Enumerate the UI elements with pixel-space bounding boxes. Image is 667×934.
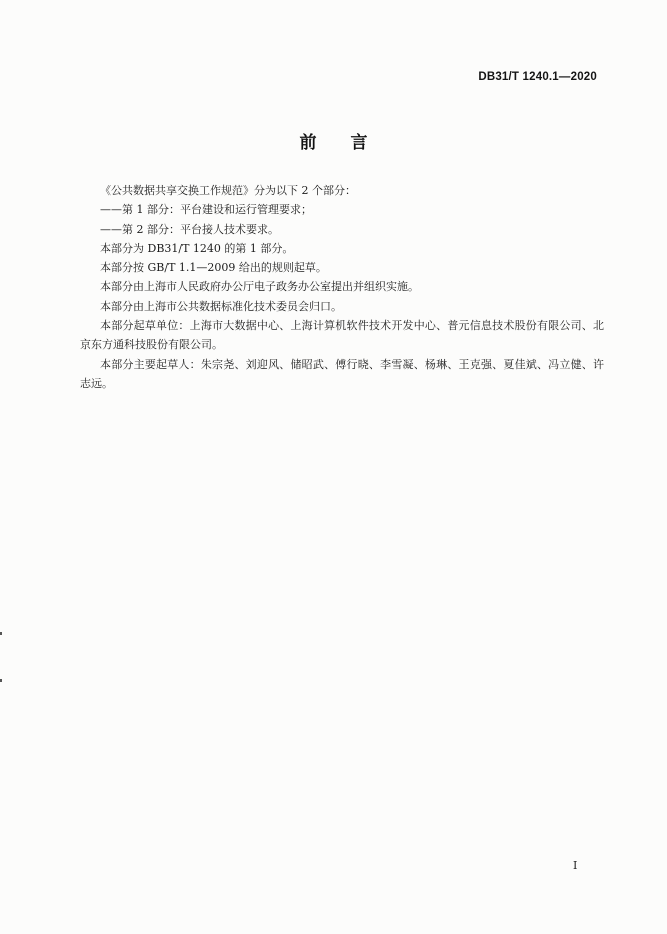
paragraph-drafting-rules: 本部分按 GB/T 1.1—2009 给出的规则起草。: [100, 261, 327, 275]
paragraph-committee: 本部分由上海市公共数据标准化技术委员会归口。: [100, 299, 342, 313]
title-char-1: 前: [299, 133, 317, 153]
foreword-body: [80, 181, 604, 393]
paragraph-drafters: 本部分主要起草人：朱宗尧、刘迎风、储昭武、傅行晓、李雪凝、杨琳、王克强、夏佳斌、冯立健、许志远。: [80, 357, 604, 390]
title-char-2: 言: [350, 133, 368, 153]
document-code: DB31/T 1240.1—2020: [478, 71, 597, 83]
paragraph-part-1: ——第 1 部分：平台建设和运行管理要求；: [100, 203, 312, 217]
paragraph-proposer: 本部分由上海市人民政府办公厅电子政务办公室提出并组织实施。: [100, 280, 419, 294]
page-title: [0, 128, 667, 153]
scan-mark: [0, 632, 2, 635]
paragraph-parts-intro: 《公共数据共享交换工作规范》分为以下 2 个部分：: [100, 184, 356, 197]
page-number: I: [573, 859, 578, 872]
paragraph-drafting-units: 本部分起草单位：上海市大数据中心、上海计算机软件技术开发中心、普元信息技术股份有限公司、北京东方通科技股份有限公司。: [80, 319, 604, 352]
scan-mark: [0, 679, 2, 682]
paragraph-part-2: ——第 2 部分：平台接人技术要求。: [100, 222, 279, 236]
paragraph-this-part: 本部分为 DB31/T 1240 的第 1 部分。: [100, 241, 294, 255]
